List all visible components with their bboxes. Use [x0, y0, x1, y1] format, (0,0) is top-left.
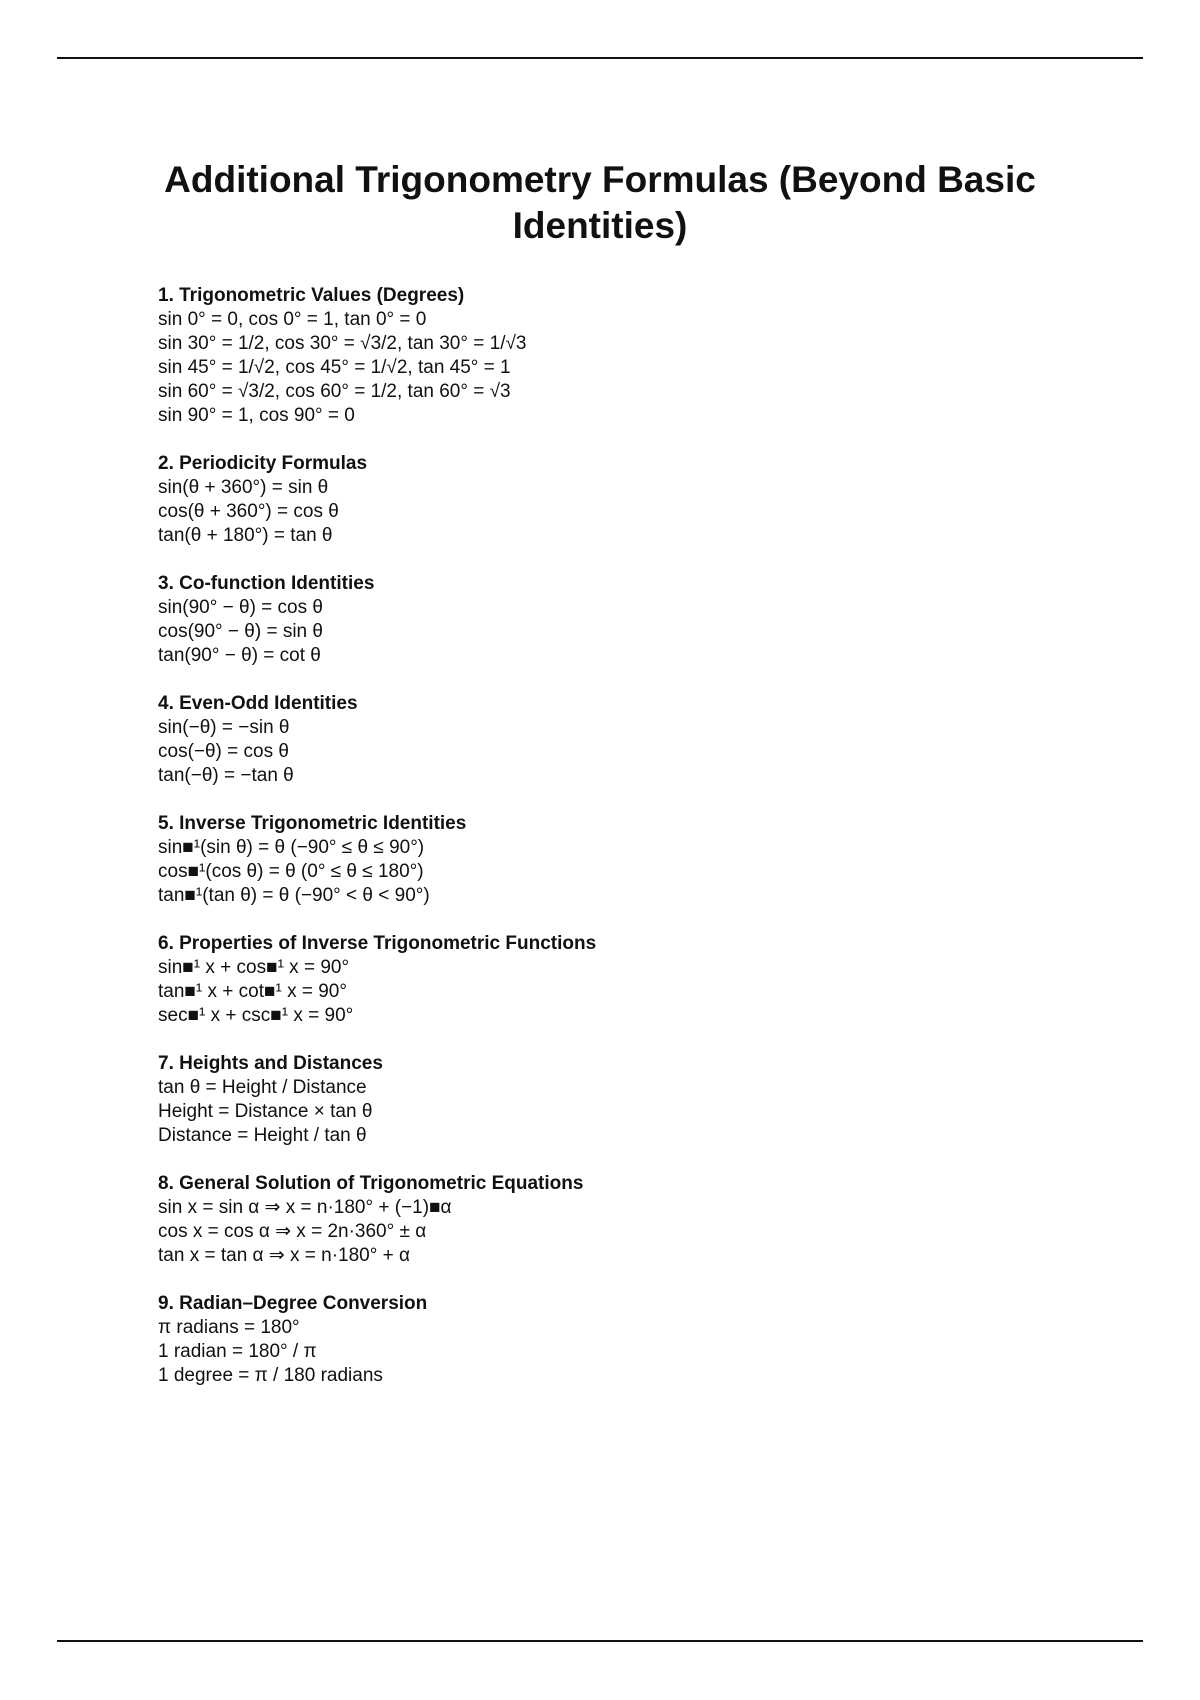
section-heading: 3. Co-function Identities — [158, 573, 375, 594]
formula-line: 1 radian = 180° / π — [158, 1341, 317, 1362]
section-heading: 9. Radian–Degree Conversion — [158, 1293, 428, 1314]
formula-line: sin x = sin α ⇒ x = n·180° + (−1)■α — [158, 1197, 452, 1218]
section-radian-degree — [158, 1292, 1058, 1388]
top-rule — [57, 57, 1143, 59]
section-inverse-properties — [158, 932, 1058, 1028]
formula-line: sin 45° = 1/√2, cos 45° = 1/√2, tan 45° = 1 — [158, 357, 511, 378]
page-title — [0, 157, 1200, 249]
section-general-solution — [158, 1172, 1058, 1268]
formula-line: tan x = tan α ⇒ x = n·180° + α — [158, 1245, 410, 1266]
section-heading: 8. General Solution of Trigonometric Equations — [158, 1173, 584, 1194]
formula-line: sin 0° = 0, cos 0° = 1, tan 0° = 0 — [158, 309, 427, 330]
section-heights-distances — [158, 1052, 1058, 1148]
section-trig-values — [158, 284, 1058, 428]
formula-line: tan(θ + 180°) = tan θ — [158, 525, 333, 546]
formula-line: tan(90° − θ) = cot θ — [158, 645, 321, 666]
formula-line: cos(−θ) = cos θ — [158, 741, 289, 762]
section-heading: 6. Properties of Inverse Trigonometric Functions — [158, 933, 597, 954]
formula-line: cos(90° − θ) = sin θ — [158, 621, 323, 642]
section-heading: 4. Even-Odd Identities — [158, 693, 358, 714]
formula-line: Distance = Height / tan θ — [158, 1125, 367, 1146]
formula-line: π radians = 180° — [158, 1317, 300, 1338]
page-title-line: Additional Trigonometry Formulas (Beyond Basic — [164, 159, 1036, 200]
section-heading: 5. Inverse Trigonometric Identities — [158, 813, 467, 834]
formula-line: tan■¹ x + cot■¹ x = 90° — [158, 981, 347, 1002]
section-heading: 2. Periodicity Formulas — [158, 453, 368, 474]
formula-line: tan■¹(tan θ) = θ (−90° < θ < 90°) — [158, 885, 430, 906]
formula-line: sin 60° = √3/2, cos 60° = 1/2, tan 60° = √3 — [158, 381, 511, 402]
formula-line: tan θ = Height / Distance — [158, 1077, 367, 1098]
section-inverse-identities — [158, 812, 1058, 908]
formula-line: sin(θ + 360°) = sin θ — [158, 477, 329, 498]
formula-line: 1 degree = π / 180 radians — [158, 1365, 383, 1386]
section-even-odd — [158, 692, 1058, 788]
formula-line: sin 30° = 1/2, cos 30° = √3/2, tan 30° = 1/√3 — [158, 333, 527, 354]
formula-line: sin 90° = 1, cos 90° = 0 — [158, 405, 355, 426]
formula-line: cos(θ + 360°) = cos θ — [158, 501, 339, 522]
bottom-rule — [57, 1640, 1143, 1642]
formula-line: sec■¹ x + csc■¹ x = 90° — [158, 1005, 354, 1026]
formula-line: sin■¹(sin θ) = θ (−90° ≤ θ ≤ 90°) — [158, 837, 425, 858]
section-cofunction — [158, 572, 1058, 668]
formula-line: tan(−θ) = −tan θ — [158, 765, 294, 786]
section-periodicity — [158, 452, 1058, 548]
formula-line: sin(90° − θ) = cos θ — [158, 597, 323, 618]
page-title-line: Identities) — [512, 205, 688, 246]
section-heading: 7. Heights and Distances — [158, 1053, 383, 1074]
section-heading: 1. Trigonometric Values (Degrees) — [158, 285, 465, 306]
formula-line: cos x = cos α ⇒ x = 2n·360° ± α — [158, 1221, 427, 1242]
formula-line: cos■¹(cos θ) = θ (0° ≤ θ ≤ 180°) — [158, 861, 424, 882]
formula-line: sin■¹ x + cos■¹ x = 90° — [158, 957, 350, 978]
formula-line: Height = Distance × tan θ — [158, 1101, 373, 1122]
formula-sections — [158, 284, 1058, 1412]
formula-line: sin(−θ) = −sin θ — [158, 717, 290, 738]
